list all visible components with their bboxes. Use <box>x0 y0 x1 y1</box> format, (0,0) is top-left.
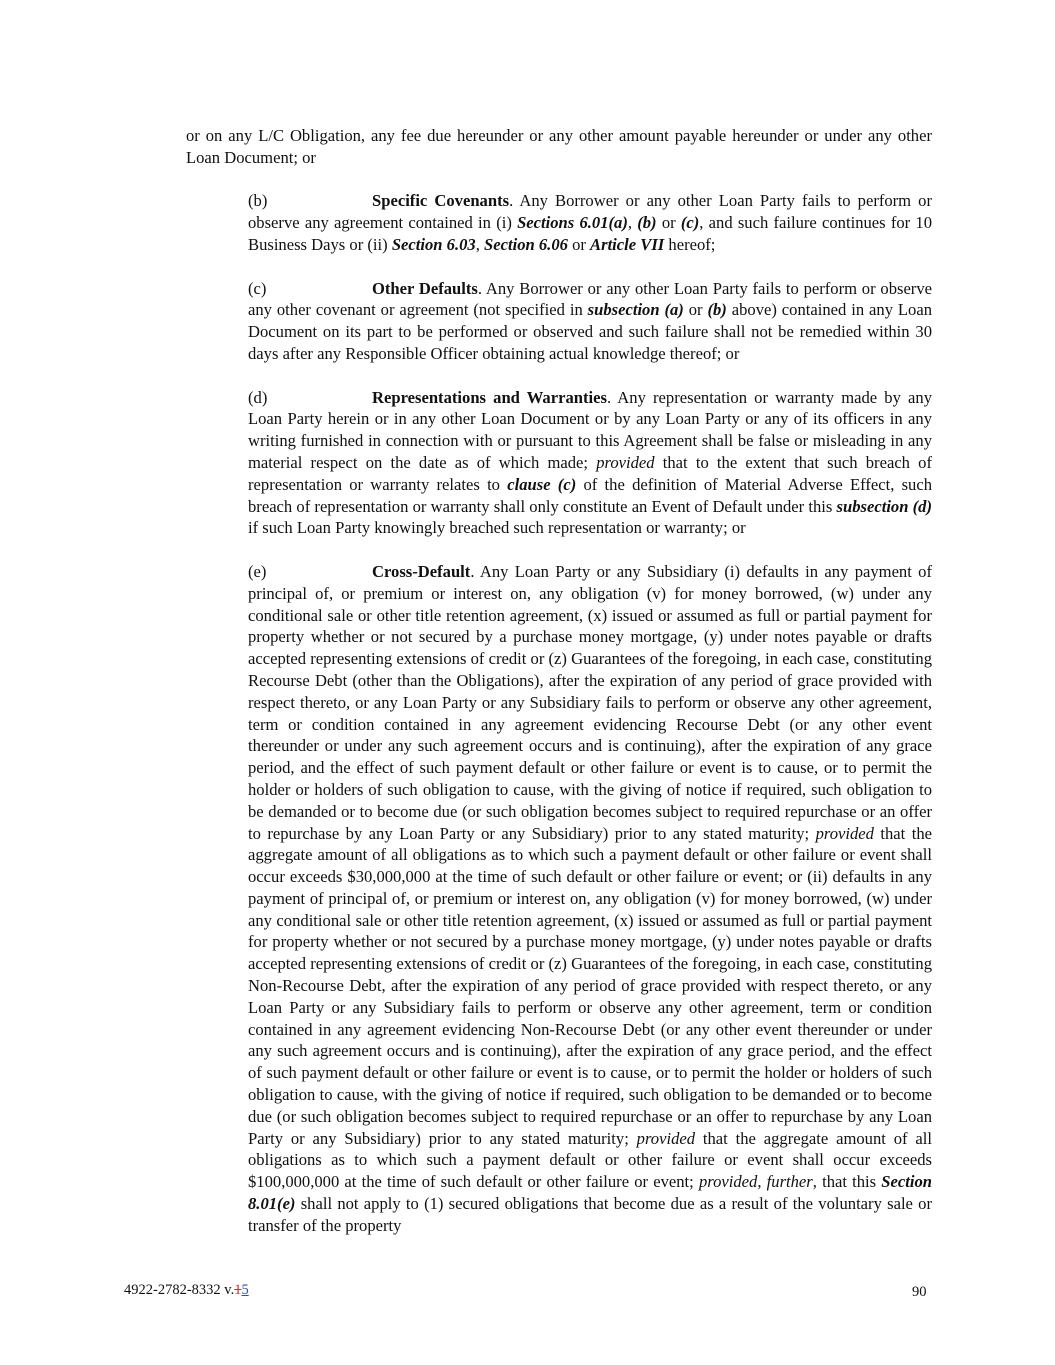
clause-heading: Specific Covenants <box>372 191 510 211</box>
paragraph-text: or <box>683 300 708 320</box>
document-id: 4922-2782-8332 v. <box>124 1282 235 1298</box>
clause-label: (b) <box>248 191 268 211</box>
paragraph-text: . Any representation or warranty made by any Loan Party herein or in any other Loan Document or by any Loan Party or any of its officers in any writing furnished in connection with or pursuant to this Agreement shall be false or misleading in any material respect on the date as of which made; <box>248 387 932 472</box>
paragraph-text: , <box>475 234 485 254</box>
paragraph-text: that to the extent that such breach of representation or warranty relates to <box>248 452 932 494</box>
clause-heading: Representations and Warranties <box>372 387 607 407</box>
paragraph-text: that the aggregate amount of all obligations as to which such a payment default or other failure or event shall occur exceeds $100,000,000 at the time of such default or other failure or event; <box>248 1128 932 1192</box>
section-reference: Section 6.03 <box>391 234 476 254</box>
document-id-footer <box>124 1282 249 1299</box>
section-reference: (c) <box>680 213 700 233</box>
clause-label: (e) <box>248 561 267 581</box>
section-reference: Sections 6.01(a) <box>517 213 628 233</box>
paragraph-b <box>186 190 932 255</box>
paragraph-text: . Any Borrower or any other Loan Party fails to perform or observe any other covenant or agreement (not specified in <box>248 278 932 320</box>
deleted-version: 1 <box>234 1282 242 1298</box>
paragraph-text: , <box>627 213 638 233</box>
paragraph-text: that the aggregate amount of all obligations as to which such a payment default or other failure or event shall occur exceeds $30,000,000 at the time of such default or other failure or event; or (ii) defaults in any payment of principal of, or premium or interest on, any obligation (v) for money borrowed, (w) under any conditional sale or other title retention agreement, (x) issued or assumed as full or partial payment for property whether or not secured by a purchase money mortgage, (y) under notes payable or drafts accepted representing extensions of credit or (z) Guarantees of the foregoing, in each case, constituting Non-Recourse Debt, after the expiration of any period of grace provided with respect thereto, or any Loan Party or any Subsidiary fails to perform or observe any other agreement, term or condition contained in any agreement evidencing Non-Recourse Debt (or any other event thereunder or under any such agreement occurs and is continuing), after the expiration of any grace period, and the effect of such payment default or other failure or event is to cause, or to permit the holder or holders of such obligation to cause, with the giving of notice if required, such obligation to be demanded or to become due (or such obligation becomes subject to required repurchase or an offer to repurchase by any Loan Party or any Subsidiary) prior to any stated maturity; <box>248 823 932 1148</box>
section-reference: subsection (d) <box>836 496 932 516</box>
clause-heading: Other Defaults <box>372 278 478 298</box>
paragraph-text: or <box>567 234 591 254</box>
paragraph-continuation <box>186 125 932 169</box>
paragraph-e <box>186 561 932 1237</box>
page-number: 90 <box>912 1284 927 1300</box>
clause-heading: Cross-Default <box>372 561 471 581</box>
clause-label: (c) <box>248 278 267 298</box>
paragraph-text: if such Loan Party knowingly breached such representation or warranty; or <box>248 518 746 538</box>
paragraph-text: of the definition of Material Adverse Effect, such breach of representation or warranty shall only constitute an Event of Default under this <box>248 474 933 516</box>
paragraph-text: or <box>656 213 681 233</box>
section-reference: clause (c) <box>507 474 577 494</box>
section-reference: Article VII <box>590 234 665 254</box>
emphasis-text: further <box>766 1172 813 1192</box>
paragraph-text: , and such failure continues for 10 Business Days or (ii) <box>248 213 932 254</box>
section-reference: (b) <box>707 300 727 320</box>
emphasis-text: provided <box>815 823 874 843</box>
paragraph-d <box>186 387 932 540</box>
paragraph-text: shall not apply to (1) secured obligations that become due as a result of the voluntary sale or transfer of the property <box>248 1194 932 1235</box>
document-body <box>186 125 932 1237</box>
section-reference: (b) <box>637 213 657 233</box>
emphasis-text: provided <box>596 452 655 472</box>
inserted-version: 5 <box>241 1282 249 1298</box>
paragraph-text: . Any Borrower or any other Loan Party fails to perform or observe any agreement contained in (i) <box>248 191 932 233</box>
section-reference: Section 8.01(e) <box>248 1172 933 1214</box>
paragraph-text: or on any L/C Obligation, any fee due hereunder or any other amount payable hereunder or under any other Loan Document; or <box>186 126 932 167</box>
emphasis-text: provided <box>698 1172 758 1192</box>
clause-label: (d) <box>248 387 268 407</box>
paragraph-text: , that this <box>812 1172 882 1192</box>
emphasis-text: provided <box>636 1128 696 1148</box>
section-reference: Section 6.06 <box>484 234 568 254</box>
paragraph-text: . Any Loan Party or any Subsidiary (i) defaults in any payment of principal of, or premium or interest on, any obligation (v) for money borrowed, (w) under any conditional sale or other title retention agreement, (x) issued or assumed as full or partial payment for property whether or not secured by a purchase money mortgage, (y) under notes payable or drafts accepted representing extensions of credit or (z) Guarantees of the foregoing, in each case, constituting Recourse Debt (other than the Obligations), after the expiration of any period of grace provided with respect thereto, or any Loan Party or any Subsidiary fails to perform or observe any other agreement, term or condition contained in any agreement evidencing Recourse Debt (or any other event thereunder or under any such agreement occurs and is continuing), after the expiration of any grace period, and the effect of such payment default or other failure or event is to cause, or to permit the holder or holders of such obligation to cause, with the giving of notice if required, such obligation to be demanded or to become due (or such obligation becomes subject to required repurchase or an offer to repurchase by any Loan Party or any Subsidiary) prior to any stated maturity; <box>248 561 932 843</box>
section-reference: subsection (a) <box>587 300 684 320</box>
paragraph-text: hereof; <box>664 234 716 254</box>
paragraph-c <box>186 278 932 365</box>
paragraph-text: above) contained in any Loan Document on its part to be performed or observed and such failure shall not be remedied within 30 days after any Responsible Officer obtaining actual knowledge thereof; or <box>248 300 932 363</box>
paragraph-text: , <box>757 1172 767 1192</box>
